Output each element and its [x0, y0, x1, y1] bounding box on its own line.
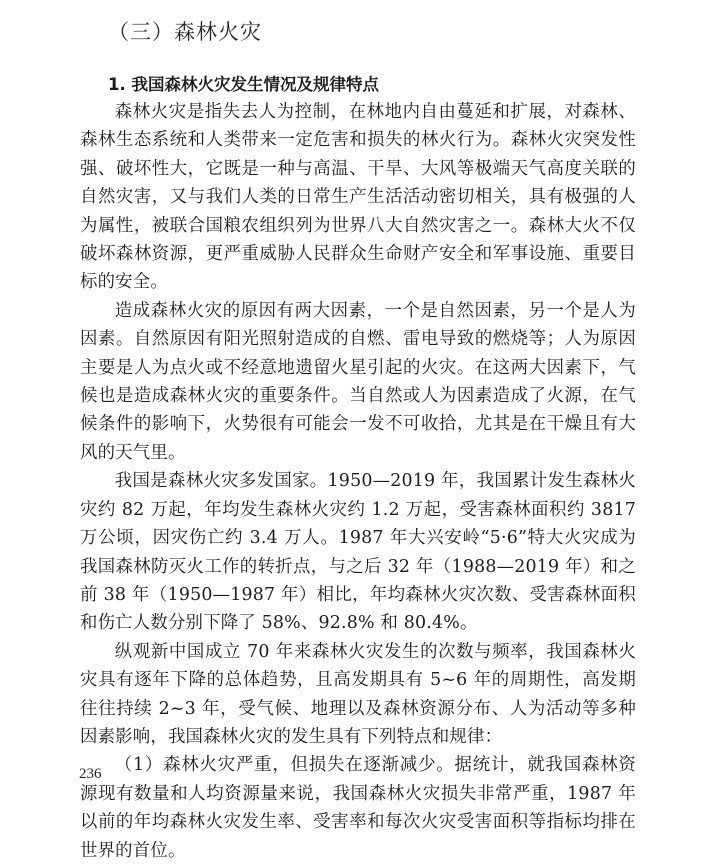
- section-title: （三）森林火灾: [108, 20, 262, 44]
- paragraph-definition: 森林火灾是指失去人为控制，在林地内自由蔓延和扩展，对森林、森林生态系统和人类带来一定危害和损失的林火行为。森林火灾突发性强、破坏性大，它既是一种与高温、干旱、大风等极端天气高度关联的自然灾害，又与我们人类的日常生产生活活动密切相关，具有极强的人为属性，被联合国粮农组织列为世界八大自然灾害之一。森林大火不仅破坏森林资源，更严重威胁人民群众生命财产安全和军事设施、重要目标的安全。: [80, 102, 636, 293]
- paragraph-trends: 纵观新中国成立 70 年来森林火灾发生的次数与频率，我国森林火灾具有逐年下降的总体趋势，且高发期具有 5~6 年的周期性，高发期往往持续 2~3 年，受气候、地理以及森林资源分布、人为活动等多种因素影响，我国森林火灾的发生具有下列特点和规律：: [80, 641, 636, 747]
- body-text: [80, 98, 636, 865]
- paragraph-feature-1: （1）森林火灾严重，但损失在逐渐减少。据统计，就我国森林资源现有数量和人均资源量来说，我国森林火灾损失非常严重，1987 年以前的年均森林火灾发生率、受害率和每次火灾受害面积等指标均排在世界的首位。: [80, 755, 636, 861]
- paragraph-statistics: 我国是森林火灾多发国家。1950—2019 年，我国累计发生森林火灾约 82 万起，年均发生森林火灾约 1.2 万起，受害森林面积约 3817 万公顷，因灾伤亡约 3.4 万人。1987 年大兴安岭“5·6”特大火灾成为我国森林防灭火工作的转折点，与之后 32 年（1988—2019 年）和之前 38 年（1950—1987 年）相比，年均森林火灾次数、受害森林面积和伤亡人数分别下降了 58%、92.8% 和 80.4%。: [80, 471, 636, 634]
- subsection-heading: 1. 我国森林火灾发生情况及规律特点: [108, 75, 379, 94]
- paragraph-causes: 造成森林火灾的原因有两大因素，一个是自然因素，另一个是人为因素。自然原因有阳光照射造成的自燃、雷电导致的燃烧等；人为原因主要是人为点火或不经意地遗留火星引起的火灾。在这两大因素下，气候也是造成森林火灾的重要条件。当自然或人为因素造成了火源，在气候条件的影响下，火势很有可能会一发不可收拾，尤其是在干燥且有大风的天气里。: [80, 300, 636, 463]
- page-number: 236: [79, 766, 102, 782]
